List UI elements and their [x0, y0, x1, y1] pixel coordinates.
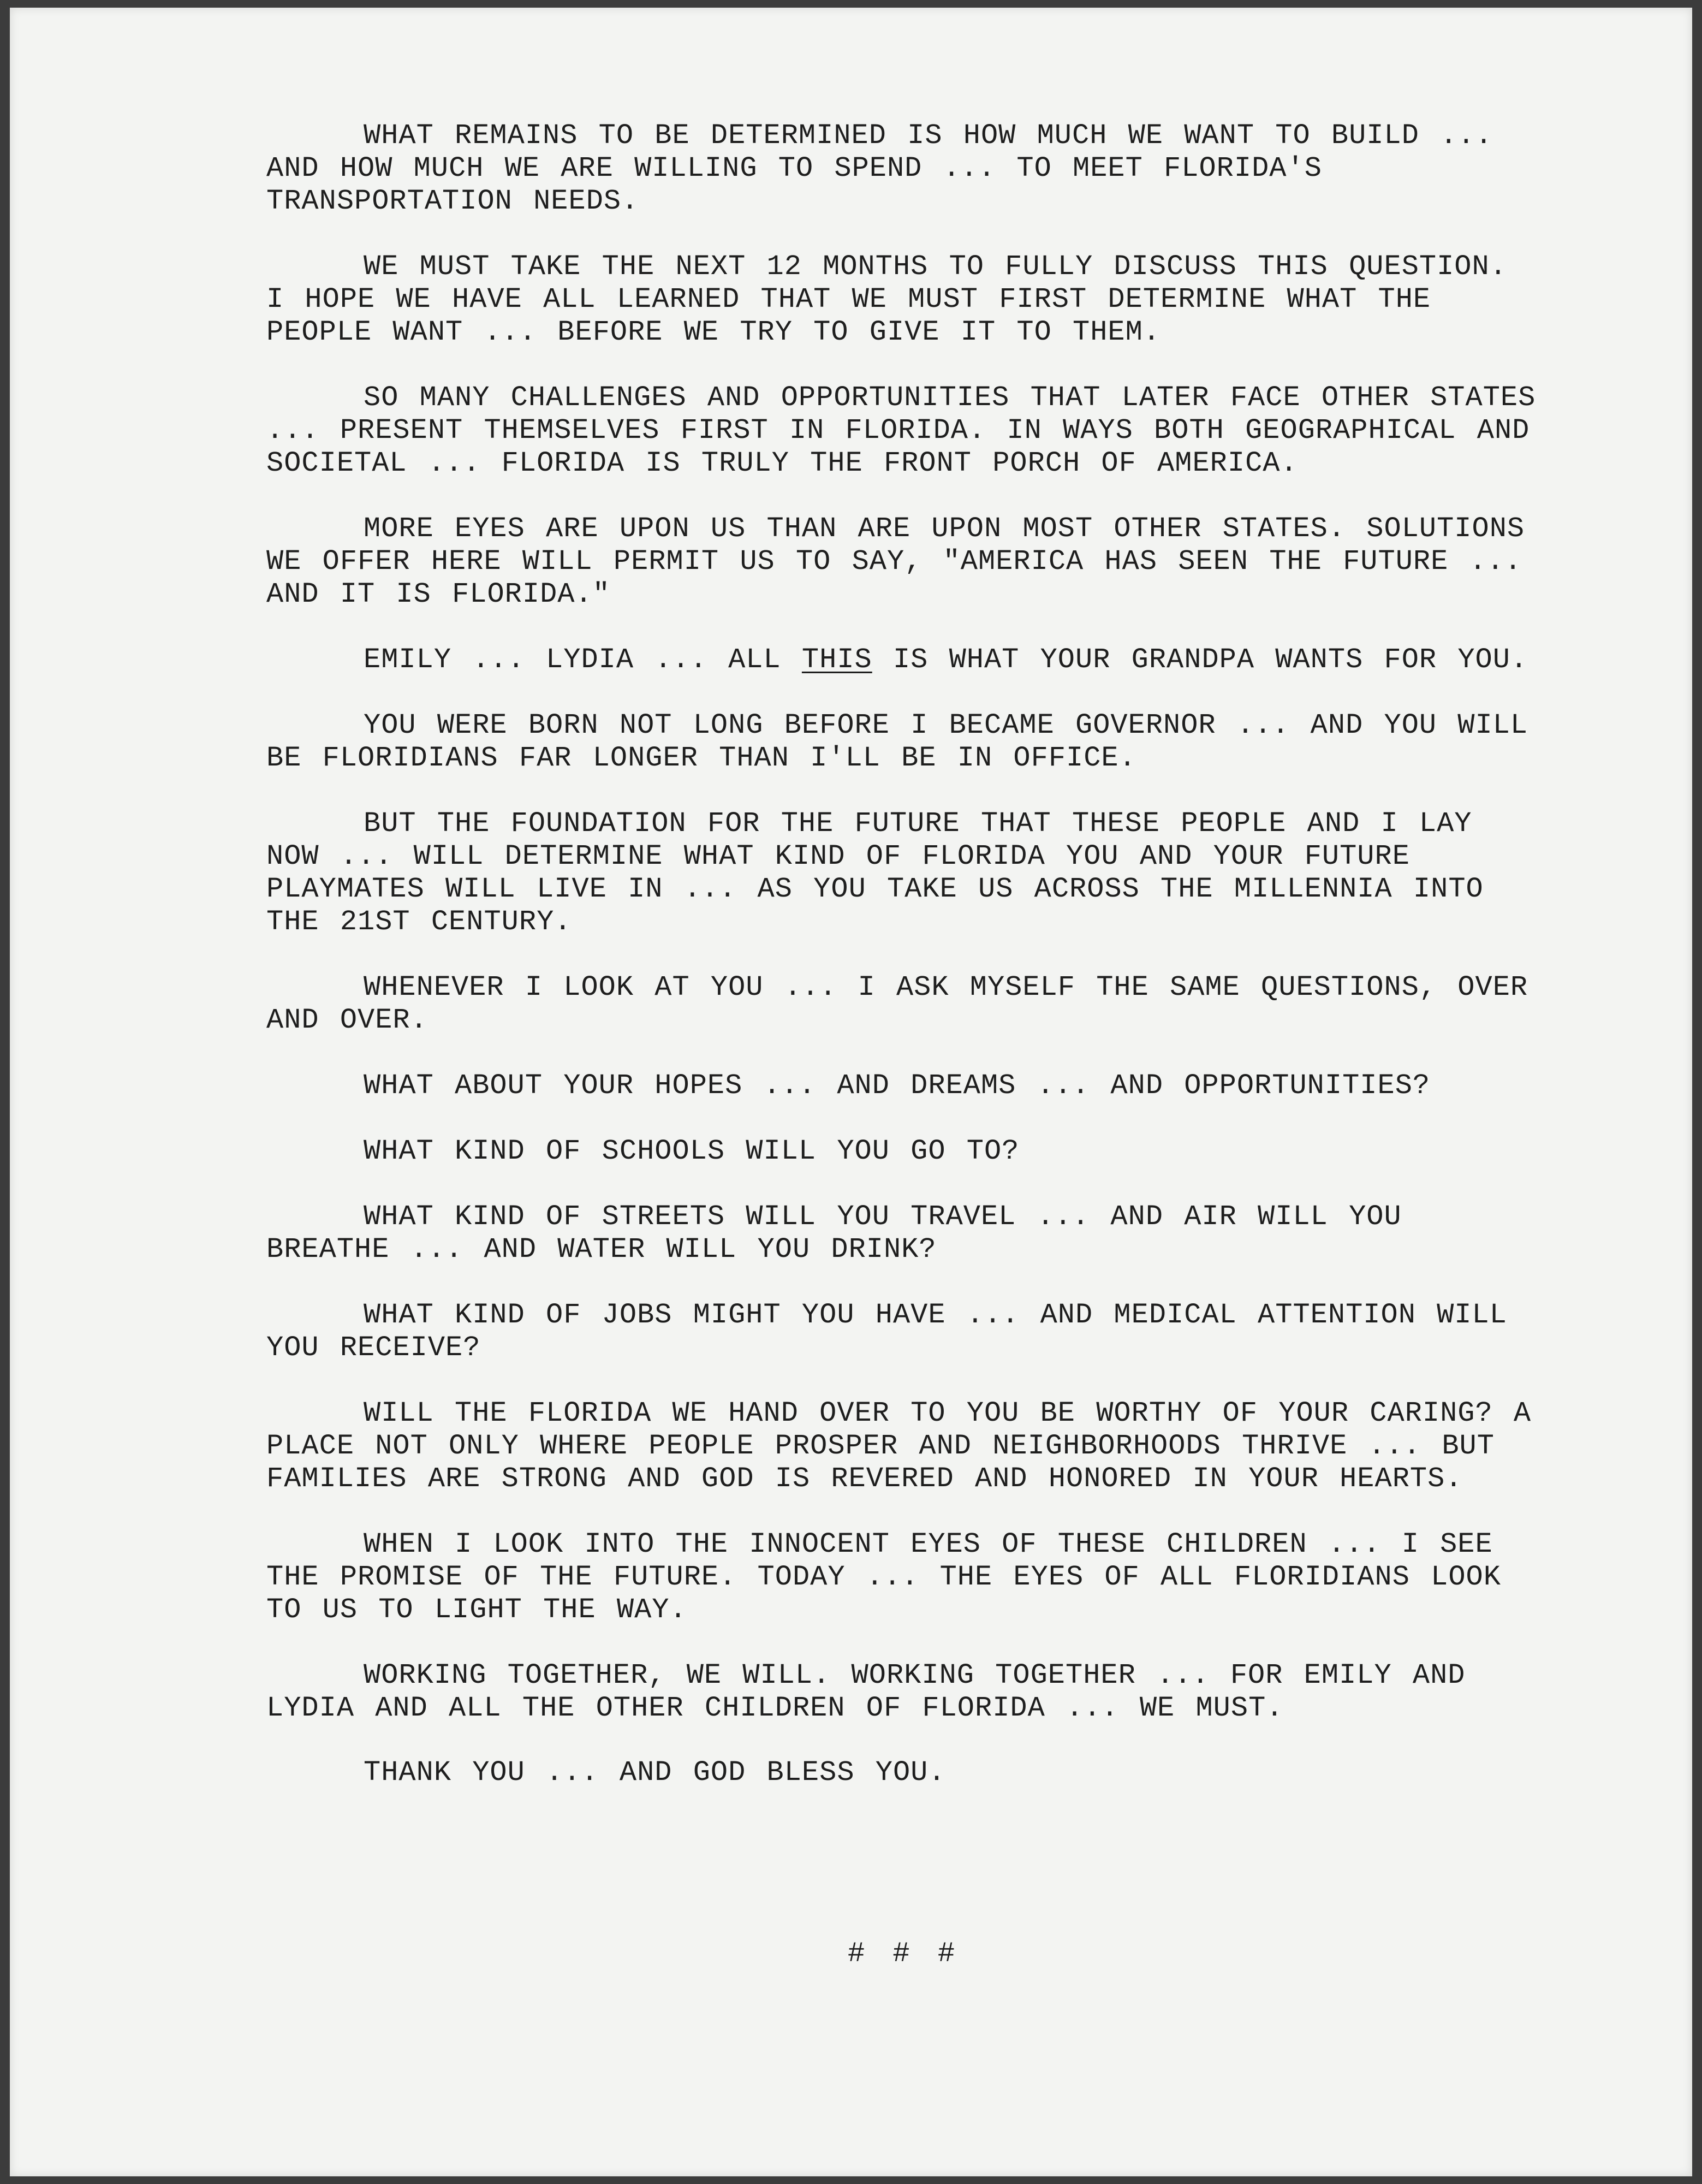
paragraph: WHEN I LOOK INTO THE INNOCENT EYES OF THESE CHILDREN ... I SEE THE PROMISE OF THE FUTURE. TODAY ... THE EYES OF ALL FLORIDIANS LOOK TO US TO LIGHT THE WAY. [266, 1528, 1501, 1626]
paragraph: WHENEVER I LOOK AT YOU ... I ASK MYSELF THE SAME QUESTIONS, OVER AND OVER. [266, 971, 1528, 1036]
paragraph: WILL THE FLORIDA WE HAND OVER TO YOU BE WORTHY OF YOUR CARING? A PLACE NOT ONLY WHERE PEOPLE PROSPER AND NEIGHBORHOODS THRIVE ... BUT FAMILIES ARE STRONG AND GOD IS REVERED AND HONORED IN YOUR HEARTS. [266, 1397, 1532, 1495]
paragraph: WHAT KIND OF JOBS MIGHT YOU HAVE ... AND MEDICAL ATTENTION WILL YOU RECEIVE? [266, 1299, 1507, 1364]
paragraph: WHAT ABOUT YOUR HOPES ... AND DREAMS ... AND OPPORTUNITIES? [364, 1070, 1431, 1102]
paragraph-text: IS WHAT YOUR GRANDPA WANTS FOR YOU. [872, 644, 1528, 676]
paragraph-text: EMILY ... LYDIA ... ALL [364, 644, 802, 676]
paragraph: YOU WERE BORN NOT LONG BEFORE I BECAME GOVERNOR ... AND YOU WILL BE FLORIDIANS FAR LONGER THAN I'LL BE IN OFFICE. [266, 709, 1528, 774]
paragraph: WHAT REMAINS TO BE DETERMINED IS HOW MUCH WE WANT TO BUILD ... AND HOW MUCH WE ARE WILLING TO SPEND ... TO MEET FLORIDA'S TRANSPORTATION NEEDS. [266, 120, 1493, 217]
speech-body [266, 120, 1538, 1821]
paragraph: WE MUST TAKE THE NEXT 12 MONTHS TO FULLY DISCUSS THIS QUESTION. I HOPE WE HAVE ALL LEARNED THAT WE MUST FIRST DETERMINE WHAT THE PEOPLE WANT ... BEFORE WE TRY TO GIVE IT TO THEM. [266, 251, 1507, 348]
paragraph: WHAT KIND OF STREETS WILL YOU TRAVEL ... AND AIR WILL YOU BREATHE ... AND WATER WILL YOU DRINK? [266, 1201, 1402, 1266]
paragraph: MORE EYES ARE UPON US THAN ARE UPON MOST OTHER STATES. SOLUTIONS WE OFFER HERE WILL PERMIT US TO SAY, "AMERICA HAS SEEN THE FUTURE ... AND IT IS FLORIDA." [266, 513, 1525, 610]
paragraph-underlined [266, 644, 1538, 676]
paragraph: SO MANY CHALLENGES AND OPPORTUNITIES THAT LATER FACE OTHER STATES ... PRESENT THEMSELVES FIRST IN FLORIDA. IN WAYS BOTH GEOGRAPHICAL AND SOCIETAL ... FLORIDA IS TRULY THE FRONT PORCH OF AMERICA. [266, 382, 1536, 479]
end-mark: # # # [848, 1938, 961, 1970]
paragraph: BUT THE FOUNDATION FOR THE FUTURE THAT THESE PEOPLE AND I LAY NOW ... WILL DETERMINE WHAT KIND OF FLORIDA YOU AND YOUR FUTURE PLAYMATES WILL LIVE IN ... AS YOU TAKE US ACROSS THE MILLENNIA INTO THE 21ST CENTURY. [266, 808, 1484, 938]
paragraph: WHAT KIND OF SCHOOLS WILL YOU GO TO? [364, 1135, 1020, 1167]
document-page [10, 8, 1692, 2176]
closing-line: THANK YOU ... AND GOD BLESS YOU. [364, 1756, 946, 1789]
underlined-word: THIS [801, 644, 872, 676]
paragraph: WORKING TOGETHER, WE WILL. WORKING TOGETHER ... FOR EMILY AND LYDIA AND ALL THE OTHER CHILDREN OF FLORIDA ... WE MUST. [266, 1659, 1466, 1724]
